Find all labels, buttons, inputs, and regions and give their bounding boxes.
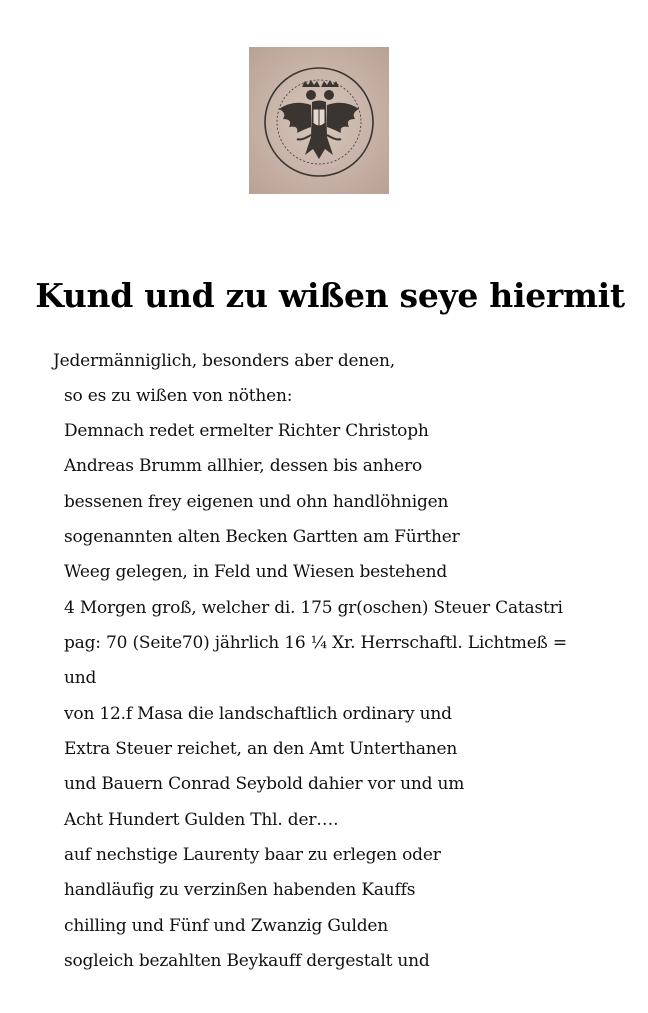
eagle-seal-icon [249,47,389,194]
text-line: handläufig zu verzinßen habenden Kauffs [64,880,416,900]
text-line: Weeg gelegen, in Feld und Wiesen bestehend [64,562,448,582]
document-heading: Kund und zu wißen seye hiermit [35,276,625,315]
text-line: sogleich bezahlten Beykauff dergestalt und [64,951,430,971]
text-line: so es zu wißen von nöthen: [64,386,293,406]
text-line: chilling und Fünf und Zwanzig Gulden [64,916,388,936]
text-line: pag: 70 (Seite70) jährlich 16 ¼ Xr. Herrschaftl. Lichtmeß = [64,633,567,653]
text-line: und [64,668,97,688]
text-line: 4 Morgen groß, welcher di. 175 gr(oschen) Steuer Catastri [64,598,563,618]
text-line: Extra Steuer reichet, an den Amt Unterthanen [64,739,458,759]
text-line: sogenannten alten Becken Gartten am Fürther [64,527,460,547]
text-line: Andreas Brumm allhier, dessen bis anhero [64,456,422,476]
text-line: bessenen frey eigenen und ohn handlöhnigen [64,492,449,512]
text-line: Acht Hundert Gulden Thl. der…. [64,810,339,830]
text-line: Jedermänniglich, besonders aber denen, [53,351,395,371]
text-line: von 12.f Masa die landschaftlich ordinary und [64,704,452,724]
text-line: auf nechstige Laurenty baar zu erlegen oder [64,845,441,865]
text-line: Demnach redet ermelter Richter Christoph [64,421,429,441]
text-line: und Bauern Conrad Seybold dahier vor und um [64,774,465,794]
seal-image [249,47,389,194]
